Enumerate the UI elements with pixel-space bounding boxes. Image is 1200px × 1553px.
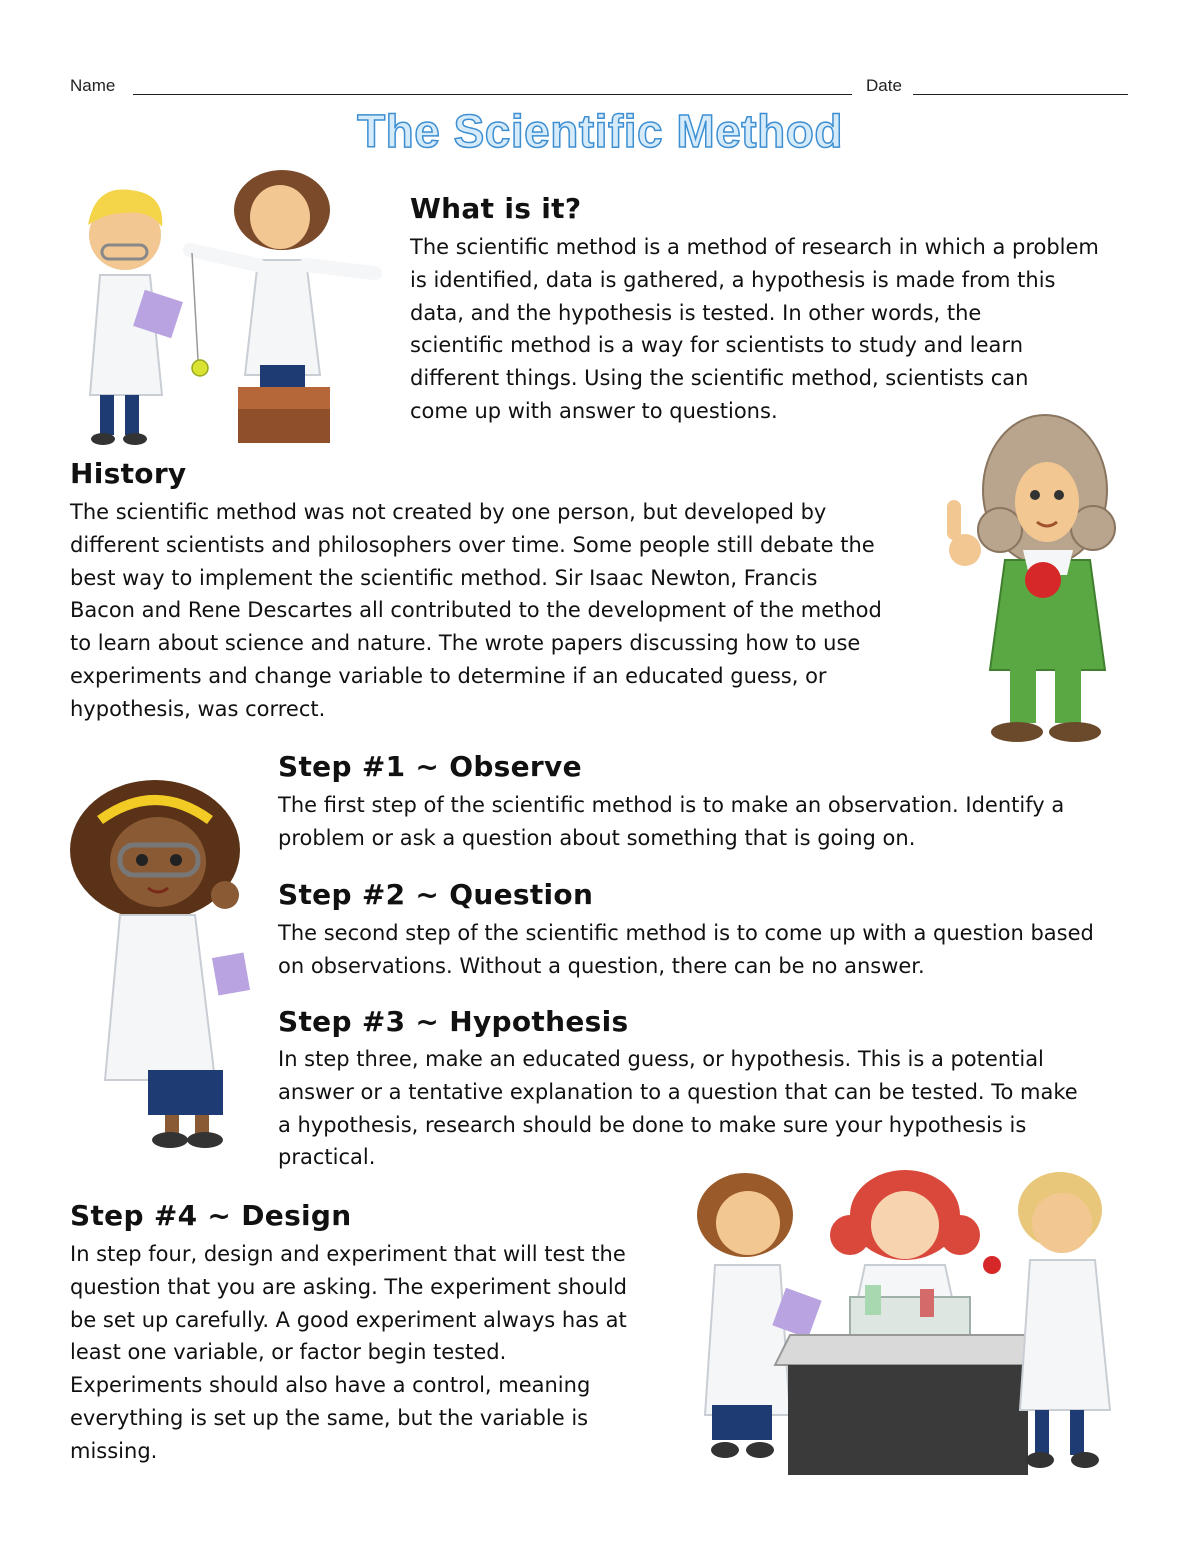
text-line: In step three, make an educated guess, or hypothesis. This is a potential bbox=[278, 1047, 1044, 1071]
page-title: The Scientific Method bbox=[357, 105, 843, 157]
text-line: Bacon and Rene Descartes all contributed to the development of the method bbox=[70, 598, 882, 623]
step1-text bbox=[278, 789, 1168, 855]
text-line: Experiments should also have a control, meaning bbox=[70, 1373, 591, 1398]
isaac-newton-illustration bbox=[945, 410, 1135, 750]
text-line: come up with answer to questions. bbox=[410, 398, 778, 423]
history-heading: History bbox=[70, 457, 187, 490]
text-line: missing. bbox=[70, 1438, 158, 1463]
step3-text bbox=[278, 1043, 1168, 1174]
step4-heading: Step #4 ~ Design bbox=[70, 1199, 352, 1232]
text-line: In step four, design and experiment that will test the bbox=[70, 1242, 626, 1266]
text-line: to learn about science and nature. The wrote papers discussing how to use bbox=[70, 631, 861, 656]
girl-goggles-illustration bbox=[70, 780, 260, 1155]
text-line: a hypothesis, research should be done to make sure your hypothesis is bbox=[278, 1112, 1027, 1137]
text-line: hypothesis, was correct. bbox=[70, 696, 326, 721]
text-line: The scientific method was not created by one person, but developed by bbox=[70, 500, 827, 524]
kids-pendulum-illustration bbox=[70, 165, 390, 450]
text-line: answer or a tentative explanation to a question that can be tested. To make bbox=[278, 1079, 1078, 1104]
text-line: is identified, data is gathered, a hypothesis is made from this bbox=[410, 267, 1056, 292]
lab-group-illustration bbox=[690, 1165, 1135, 1485]
text-line: experiments and change variable to determine if an educated guess, or bbox=[70, 663, 827, 688]
step3-heading: Step #3 ~ Hypothesis bbox=[278, 1005, 629, 1038]
what-is-it-text bbox=[410, 231, 1170, 428]
step2-heading: Step #2 ~ Question bbox=[278, 878, 594, 911]
step4-text bbox=[70, 1238, 680, 1468]
text-line: everything is set up the same, but the variable is bbox=[70, 1405, 589, 1430]
name-field-line[interactable] bbox=[133, 94, 852, 95]
text-line: least one variable, or factor begin tested. bbox=[70, 1340, 507, 1365]
text-line: question that you are asking. The experiment should bbox=[70, 1274, 628, 1299]
what-is-it-heading: What is it? bbox=[410, 192, 582, 225]
history-text bbox=[70, 496, 950, 726]
text-line: data, and the hypothesis is tested. In other words, the bbox=[410, 300, 982, 325]
text-line: on observations. Without a question, there can be no answer. bbox=[278, 953, 925, 978]
step2-text bbox=[278, 917, 1168, 983]
text-line: The scientific method is a method of research in which a problem bbox=[410, 235, 1099, 259]
text-line: different things. Using the scientific method, scientists can bbox=[410, 366, 1029, 391]
text-line: different scientists and philosophers over time. Some people still debate the bbox=[70, 532, 875, 557]
text-line: be set up carefully. A good experiment always has at bbox=[70, 1307, 627, 1332]
text-line: best way to implement the scientific method. Sir Isaac Newton, Francis bbox=[70, 565, 818, 590]
text-line: practical. bbox=[278, 1145, 376, 1170]
name-label: Name bbox=[70, 76, 116, 95]
step1-heading: Step #1 ~ Observe bbox=[278, 750, 582, 783]
text-line: The first step of the scientific method is to make an observation. Identify a bbox=[278, 793, 1065, 817]
text-line: The second step of the scientific method is to come up with a question based bbox=[278, 921, 1094, 945]
text-line: problem or ask a question about something that is going on. bbox=[278, 825, 916, 850]
text-line: scientific method is a way for scientists to study and learn bbox=[410, 333, 1023, 358]
date-label: Date bbox=[866, 76, 902, 95]
date-field-line[interactable] bbox=[913, 94, 1128, 95]
